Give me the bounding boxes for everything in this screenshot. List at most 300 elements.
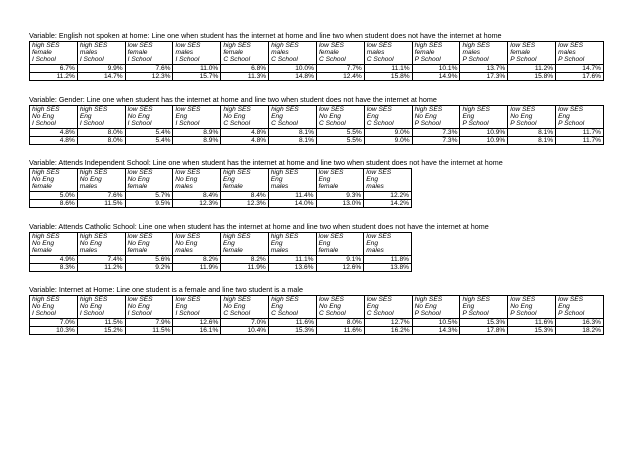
header-line: high SES <box>223 296 251 303</box>
column-header <box>364 42 412 65</box>
column-header <box>30 233 78 256</box>
header-line: P School <box>510 56 537 64</box>
header-line: low SES <box>175 169 201 176</box>
header-line: low SES <box>366 169 392 176</box>
header-line: high SES <box>223 106 251 113</box>
header-line: high SES <box>223 42 251 49</box>
table-cell: 12.6% <box>316 263 364 271</box>
table-cell: 15.2% <box>77 326 125 334</box>
header-line: P School <box>510 120 537 128</box>
table-cell: 11.4% <box>268 191 316 199</box>
table-row <box>30 191 412 199</box>
header-line: No Eng <box>79 176 102 184</box>
column-header <box>173 233 221 256</box>
header-line: C School <box>223 120 251 128</box>
header-line: P School <box>414 310 441 318</box>
header-line: No Eng <box>510 303 533 311</box>
header-line: high SES <box>79 106 108 113</box>
table-cell: 8.2% <box>173 255 221 263</box>
header-line: Eng <box>366 303 379 311</box>
table-cell: 8.1% <box>508 136 556 144</box>
header-line: Eng <box>175 113 188 121</box>
header-line: low SES <box>558 106 584 113</box>
header-line: C School <box>318 310 346 318</box>
header-line: No Eng <box>318 113 341 121</box>
table-cell: 17.6% <box>556 72 604 80</box>
header-line: low SES <box>127 42 153 49</box>
header-line: Eng <box>223 176 235 184</box>
table-cell: 15.3% <box>269 326 317 334</box>
table-cell: 8.1% <box>269 136 317 144</box>
column-header <box>77 233 125 256</box>
column-header <box>221 42 269 65</box>
header-line: No Eng <box>32 176 54 184</box>
table-cell: 15.8% <box>508 72 556 80</box>
header-line: low SES <box>127 296 153 303</box>
header-line: high SES <box>79 42 108 49</box>
column-header <box>173 42 221 65</box>
column-header <box>221 169 269 192</box>
header-line: Eng <box>271 303 283 311</box>
header-line: males <box>366 49 385 57</box>
data-table <box>29 41 604 81</box>
table-cell: 11.2% <box>30 72 78 80</box>
table-cell: 7.9% <box>125 318 173 326</box>
table-cell: 9.0% <box>364 128 412 136</box>
header-line: high SES <box>414 296 443 303</box>
header-line: high SES <box>79 296 108 303</box>
header-line: Eng <box>462 113 475 121</box>
column-header <box>173 169 221 192</box>
table-cell: 8.4% <box>173 191 221 199</box>
table-cell: 7.4% <box>77 255 125 263</box>
table-cell: 4.8% <box>30 136 78 144</box>
table-cell: 4.8% <box>30 128 78 136</box>
table-cell: 7.3% <box>412 136 460 144</box>
header-row <box>30 106 604 129</box>
header-line: I School <box>127 120 152 128</box>
header-line: low SES <box>175 106 201 113</box>
header-line: males <box>175 247 193 255</box>
header-line: low SES <box>510 42 536 49</box>
header-line: high SES <box>32 106 60 113</box>
column-header <box>508 106 556 129</box>
header-line: high SES <box>223 233 251 240</box>
header-line: low SES <box>175 296 201 303</box>
header-line: No Eng <box>175 240 198 248</box>
header-line: No Eng <box>127 240 150 248</box>
table-cell: 11.1% <box>268 255 316 263</box>
table-cell: 5.4% <box>125 128 173 136</box>
column-header <box>77 42 125 65</box>
table-row <box>30 64 604 72</box>
column-header <box>268 233 316 256</box>
table-cell: 7.0% <box>30 318 78 326</box>
header-line: Eng <box>318 240 331 248</box>
header-line: males <box>79 183 98 191</box>
table-cell: 14.7% <box>77 72 125 80</box>
header-line: high SES <box>32 42 60 49</box>
header-line: low SES <box>318 169 344 176</box>
table-cell: 9.5% <box>125 199 173 207</box>
table-row <box>30 136 604 144</box>
header-line: high SES <box>462 42 490 49</box>
header-line: males <box>558 49 576 57</box>
table-cell: 11.2% <box>508 64 556 72</box>
table-cell: 13.0% <box>316 199 364 207</box>
column-header <box>269 296 317 319</box>
header-line: C School <box>366 120 394 128</box>
header-line: high SES <box>270 169 299 176</box>
header-line: C School <box>366 56 394 64</box>
column-header <box>316 296 364 319</box>
table-cell: 18.2% <box>556 326 604 334</box>
header-line: C School <box>318 56 346 64</box>
section-title: Variable: Internet at Home: Line one student is a female and line two student is a male <box>29 285 303 294</box>
header-line: males <box>366 183 384 191</box>
header-line: males <box>79 247 98 255</box>
table-row <box>30 326 604 334</box>
header-line: C School <box>271 56 298 64</box>
data-table <box>29 168 412 208</box>
header-line: No Eng <box>32 240 54 248</box>
header-line: P School <box>558 310 585 318</box>
table-cell: 11.5% <box>77 199 125 207</box>
column-header <box>460 42 508 65</box>
table-cell: 15.7% <box>173 72 221 80</box>
table-cell: 12.2% <box>364 191 412 199</box>
header-line: female <box>318 183 339 191</box>
header-line: males <box>271 49 289 57</box>
header-line: female <box>32 247 52 255</box>
table-cell: 16.1% <box>173 326 221 334</box>
column-header <box>412 106 460 129</box>
table-cell: 13.7% <box>460 64 508 72</box>
header-line: males <box>175 183 193 191</box>
header-line: low SES <box>175 233 201 240</box>
table-cell: 12.4% <box>316 72 364 80</box>
column-header <box>269 106 317 129</box>
header-line: No Eng <box>223 303 246 311</box>
header-line: No Eng <box>127 113 150 121</box>
table-cell: 10.3% <box>30 326 78 334</box>
column-header <box>125 42 173 65</box>
table-cell: 4.8% <box>221 128 269 136</box>
header-line: low SES <box>318 106 344 113</box>
column-header <box>30 106 78 129</box>
header-line: Eng <box>558 113 570 121</box>
column-header <box>30 42 78 65</box>
header-line: high SES <box>271 296 299 303</box>
header-line: I School <box>79 56 104 64</box>
table-cell: 13.8% <box>364 263 412 271</box>
table-cell: 8.9% <box>173 128 221 136</box>
header-line: C School <box>271 310 298 318</box>
section-internet-at-home <box>29 285 604 335</box>
table-cell: 8.0% <box>77 136 125 144</box>
section-catholic-school <box>29 222 489 272</box>
header-line: low SES <box>510 106 536 113</box>
column-header <box>125 233 173 256</box>
table-cell: 15.3% <box>508 326 556 334</box>
header-line: low SES <box>366 296 392 303</box>
header-line: low SES <box>127 106 153 113</box>
table-cell: 7.3% <box>412 128 460 136</box>
header-line: No Eng <box>79 240 102 248</box>
header-line: I School <box>32 120 56 128</box>
header-line: No Eng <box>32 113 54 121</box>
table-cell: 5.5% <box>316 128 364 136</box>
column-header <box>364 296 412 319</box>
table-row <box>30 318 604 326</box>
header-line: female <box>318 49 339 57</box>
column-header <box>316 106 364 129</box>
header-line: high SES <box>414 42 443 49</box>
header-line: low SES <box>366 106 392 113</box>
header-line: P School <box>462 310 489 318</box>
header-line: P School <box>414 120 441 128</box>
header-line: female <box>414 49 435 57</box>
table-row <box>30 199 412 207</box>
header-line: No Eng <box>223 113 246 121</box>
table-cell: 9.9% <box>77 64 125 72</box>
table-cell: 7.6% <box>77 191 125 199</box>
table-cell: 7.7% <box>316 64 364 72</box>
table-row <box>30 255 412 263</box>
column-header <box>125 296 173 319</box>
table-cell: 11.5% <box>125 326 173 334</box>
header-line: low SES <box>127 169 153 176</box>
header-line: males <box>175 49 194 57</box>
header-line: P School <box>558 120 585 128</box>
column-header <box>508 296 556 319</box>
data-table <box>29 232 412 272</box>
header-line: I School <box>79 120 104 128</box>
column-header <box>77 106 125 129</box>
header-line: C School <box>223 310 251 318</box>
table-cell: 12.7% <box>364 318 412 326</box>
table-cell: 8.1% <box>508 128 556 136</box>
table-cell: 11.6% <box>316 326 364 334</box>
header-line: high SES <box>79 169 108 176</box>
header-line: males <box>270 183 289 191</box>
header-line: female <box>32 49 52 57</box>
header-line: Eng <box>366 240 378 248</box>
header-line: P School <box>414 56 441 64</box>
header-line: high SES <box>462 296 490 303</box>
header-line: I School <box>32 310 56 318</box>
header-line: low SES <box>318 233 344 240</box>
table-cell: 11.8% <box>364 255 412 263</box>
header-line: low SES <box>510 296 536 303</box>
column-header <box>269 42 317 65</box>
column-header <box>316 233 364 256</box>
column-header <box>30 296 78 319</box>
table-cell: 5.5% <box>316 136 364 144</box>
table-cell: 15.3% <box>460 318 508 326</box>
table-cell: 9.1% <box>316 255 364 263</box>
column-header <box>556 42 604 65</box>
header-line: P School <box>462 120 489 128</box>
header-line: Eng <box>223 240 235 248</box>
header-line: I School <box>175 56 200 64</box>
section-independent-school <box>29 158 503 208</box>
table-cell: 8.2% <box>221 255 269 263</box>
header-line: low SES <box>366 42 392 49</box>
header-row <box>30 42 604 65</box>
table-cell: 11.3% <box>221 72 269 80</box>
header-line: No Eng <box>510 113 533 121</box>
header-line: high SES <box>32 233 60 240</box>
header-line: high SES <box>462 106 490 113</box>
header-line: female <box>510 49 531 57</box>
table-cell: 9.3% <box>316 191 364 199</box>
table-cell: 9.2% <box>125 263 173 271</box>
header-line: low SES <box>558 296 584 303</box>
section-title: Variable: Attends Independent School: Line one when student has the internet at home and line two when student does not have the internet at home <box>29 158 503 167</box>
table-cell: 5.7% <box>125 191 173 199</box>
table-cell: 11.1% <box>364 64 412 72</box>
column-header <box>77 296 125 319</box>
table-cell: 5.4% <box>125 136 173 144</box>
table-cell: 14.0% <box>268 199 316 207</box>
table-cell: 8.4% <box>221 191 269 199</box>
table-cell: 10.5% <box>412 318 460 326</box>
header-line: I School <box>175 310 200 318</box>
table-cell: 14.2% <box>364 199 412 207</box>
column-header <box>508 42 556 65</box>
column-header <box>77 169 125 192</box>
table-cell: 12.3% <box>125 72 173 80</box>
header-line: Eng <box>175 303 188 311</box>
header-line: C School <box>318 120 346 128</box>
header-line: P School <box>462 56 489 64</box>
header-line: No Eng <box>175 176 198 184</box>
header-line: males <box>366 247 384 255</box>
column-header <box>125 106 173 129</box>
header-line: I School <box>79 310 104 318</box>
section-english-not-spoken <box>29 31 604 81</box>
header-line: No Eng <box>79 303 102 311</box>
header-line: female <box>223 247 243 255</box>
table-cell: 12.3% <box>221 199 269 207</box>
table-cell: 8.0% <box>316 318 364 326</box>
column-header <box>316 169 364 192</box>
header-line: female <box>318 247 339 255</box>
header-line: high SES <box>270 233 299 240</box>
table-cell: 14.3% <box>412 326 460 334</box>
header-line: female <box>127 183 148 191</box>
header-line: No Eng <box>127 303 150 311</box>
header-line: Eng <box>270 176 283 184</box>
table-cell: 10.9% <box>460 128 508 136</box>
header-line: low SES <box>175 42 201 49</box>
table-cell: 8.1% <box>269 128 317 136</box>
header-line: C School <box>271 120 298 128</box>
column-header <box>412 296 460 319</box>
column-header <box>460 296 508 319</box>
table-cell: 6.8% <box>221 64 269 72</box>
table-row <box>30 263 412 271</box>
table-cell: 17.8% <box>460 326 508 334</box>
table-cell: 10.9% <box>460 136 508 144</box>
table-cell: 11.7% <box>556 136 604 144</box>
header-line: female <box>127 49 148 57</box>
column-header <box>221 296 269 319</box>
header-line: males <box>462 49 481 57</box>
header-line: Eng <box>462 303 475 311</box>
column-header <box>173 106 221 129</box>
header-line: Eng <box>79 113 92 121</box>
header-line: No Eng <box>414 113 437 121</box>
column-header <box>412 42 460 65</box>
header-line: low SES <box>558 42 584 49</box>
header-line: high SES <box>271 106 299 113</box>
table-cell: 13.6% <box>268 263 316 271</box>
column-header <box>556 296 604 319</box>
data-table <box>29 295 604 335</box>
header-line: high SES <box>271 42 299 49</box>
header-row <box>30 233 412 256</box>
table-cell: 14.7% <box>556 64 604 72</box>
column-header <box>221 106 269 129</box>
table-cell: 10.0% <box>269 64 317 72</box>
header-line: Eng <box>318 176 331 184</box>
table-cell: 11.2% <box>77 263 125 271</box>
table-cell: 8.9% <box>173 136 221 144</box>
header-line: Eng <box>271 113 283 121</box>
table-cell: 6.7% <box>30 64 78 72</box>
header-row <box>30 169 412 192</box>
table-row <box>30 72 604 80</box>
column-header <box>30 169 78 192</box>
table-cell: 15.8% <box>364 72 412 80</box>
header-line: I School <box>127 56 152 64</box>
header-line: high SES <box>32 296 60 303</box>
table-cell: 5.0% <box>30 191 78 199</box>
table-cell: 14.9% <box>412 72 460 80</box>
column-header <box>364 169 412 192</box>
header-line: high SES <box>223 169 251 176</box>
table-cell: 11.6% <box>508 318 556 326</box>
section-gender <box>29 95 604 145</box>
header-line: P School <box>558 56 585 64</box>
header-line: low SES <box>127 233 153 240</box>
table-cell: 11.7% <box>556 128 604 136</box>
table-cell: 16.3% <box>556 318 604 326</box>
header-line: female <box>127 247 148 255</box>
table-cell: 12.3% <box>173 199 221 207</box>
header-line: P School <box>510 310 537 318</box>
column-header <box>556 106 604 129</box>
table-cell: 5.6% <box>125 255 173 263</box>
table-cell: 10.4% <box>221 326 269 334</box>
header-line: No Eng <box>414 303 437 311</box>
header-line: males <box>79 49 98 57</box>
table-cell: 11.6% <box>269 318 317 326</box>
column-header <box>460 106 508 129</box>
table-row <box>30 128 604 136</box>
section-title: Variable: Attends Catholic School: Line one when student has the internet at home and line two when student does not have the internet at home <box>29 222 489 231</box>
data-table <box>29 105 604 145</box>
header-line: high SES <box>79 233 108 240</box>
header-line: C School <box>366 310 394 318</box>
header-line: low SES <box>318 42 344 49</box>
header-line: female <box>223 49 244 57</box>
header-line: C School <box>223 56 251 64</box>
header-line: Eng <box>558 303 570 311</box>
column-header <box>125 169 173 192</box>
